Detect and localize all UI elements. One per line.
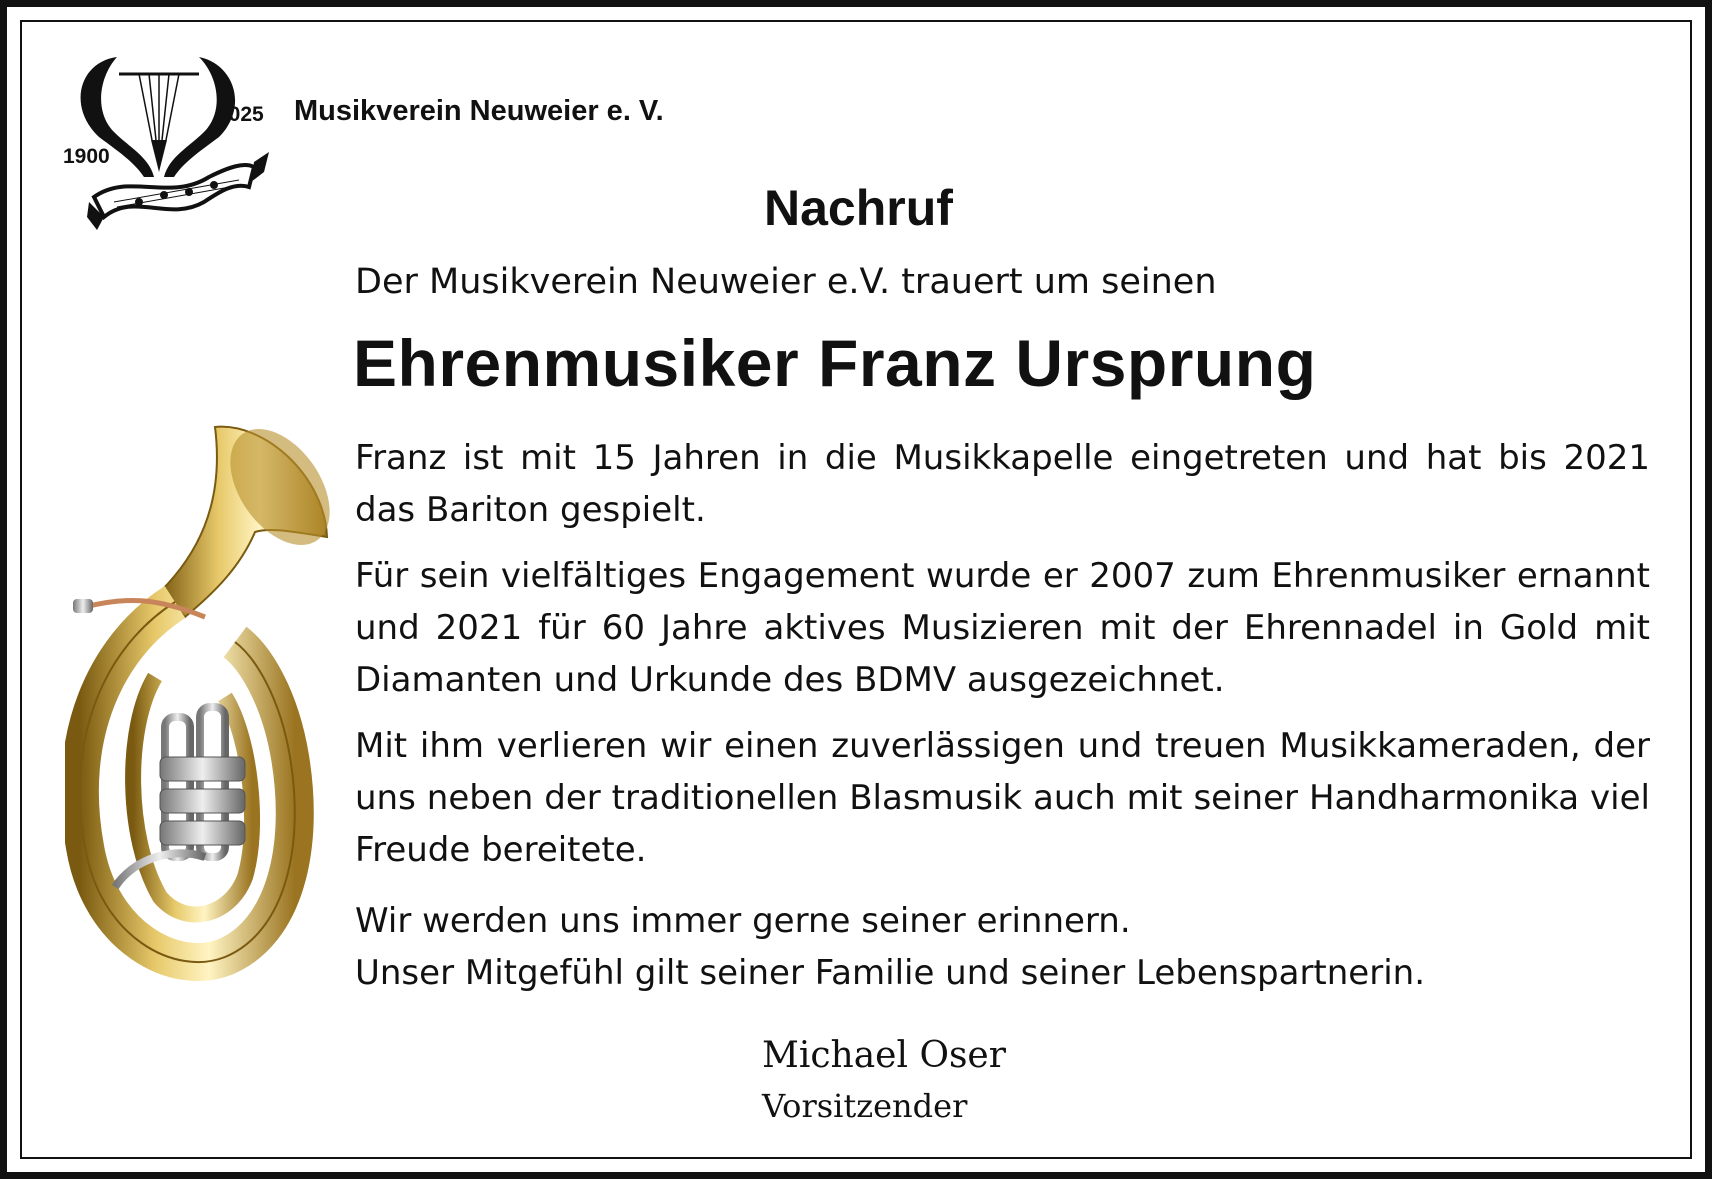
signer-name: Michael Oser — [762, 1035, 1006, 1076]
obituary-body — [355, 432, 1650, 890]
current-year: 2025 — [217, 103, 264, 126]
intro-line: Der Musikverein Neuweier e.V. trauert um seinen — [355, 262, 1217, 302]
club-name: Musikverein Neuweier e. V. — [294, 95, 664, 127]
paragraph-membership: Franz ist mit 15 Jahren in die Musikkapelle eingetreten und hat bis 2021 das Bariton gespielt. — [355, 438, 1650, 530]
lyre-music-logo — [59, 52, 279, 232]
founding-year: 1900 — [63, 145, 110, 168]
closing-lines — [355, 895, 1425, 999]
honoree-name: Ehrenmusiker Franz Ursprung — [353, 326, 1317, 400]
closing-line-condolence: Unser Mitgefühl gilt seiner Familie und seiner Lebenspartnerin. — [355, 953, 1426, 993]
paragraph-honors: Für sein vielfältiges Engagement wurde er 2007 zum Ehrenmusiker ernannt und 2021 für 60 Jahre aktives Musizieren mit der Ehrennadel in Gold mit Diamanten und Urkunde des BDMV ausgezeichnet. — [355, 556, 1650, 700]
notice-title: Nachruf — [764, 180, 953, 236]
signer-role: Vorsitzender — [762, 1087, 968, 1125]
paragraph-tribute: Mit ihm verlieren wir einen zuverlässigen und treuen Musikkameraden, der uns neben der traditionellen Blasmusik auch mit seiner Handharmonika viel Freude bereitete. — [355, 726, 1650, 870]
closing-line-remember: Wir werden uns immer gerne seiner erinnern. — [355, 901, 1131, 941]
baritone-horn-illustration — [65, 417, 337, 987]
